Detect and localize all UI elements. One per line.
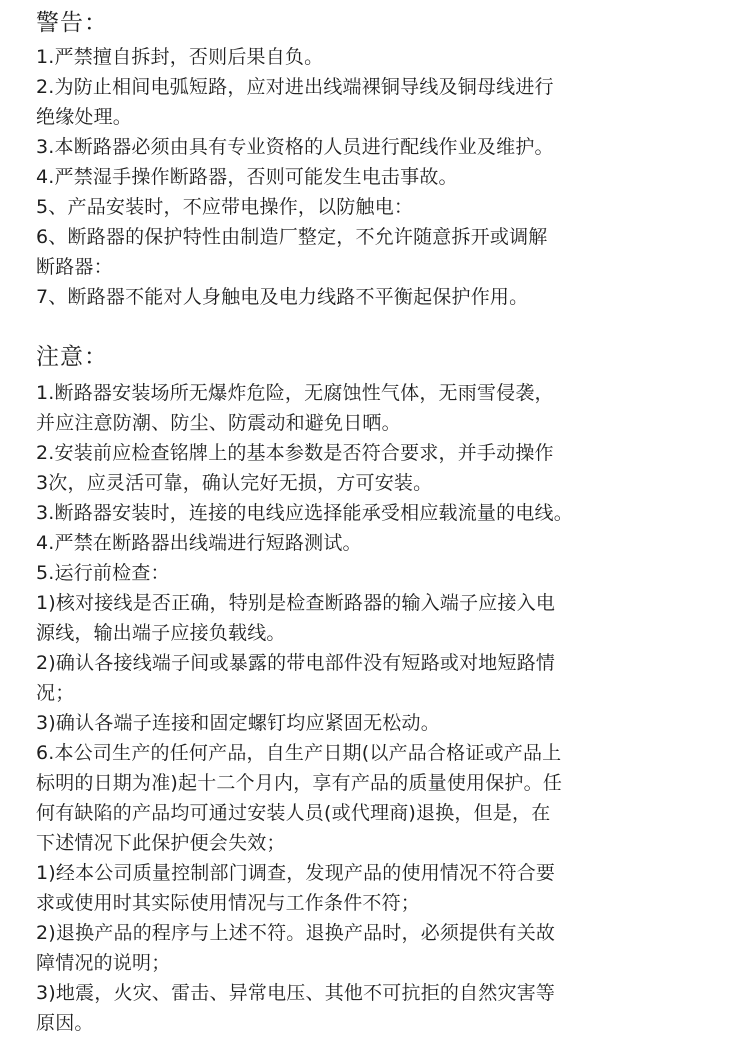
notice-line: 5.运行前检查： (36, 562, 170, 584)
notice-line: 1.断路器安装场所无爆炸危险，无腐蚀性气体，无雨雪侵袭， (36, 382, 554, 404)
warning-line: 4.严禁湿手操作断路器，否则可能发生电击事故。 (36, 166, 458, 188)
notice-line: 标明的日期为准)起十二个月内，享有产品的质量使用保护。任 (36, 772, 563, 794)
warning-line: 2.为防止相间电弧短路，应对进出线端裸铜导线及铜母线进行 (36, 76, 554, 98)
notice-line: 1)核对接线是否正确，特别是检查断路器的输入端子应接入电 (36, 592, 556, 614)
notice-line: 3)地震，火灾、雷击、异常电压、其他不可抗拒的自然灾害等 (36, 982, 556, 1004)
notice-line: 下述情况下此保护便会失效； (36, 832, 286, 854)
notice-section (36, 342, 730, 1038)
notice-line: 求或使用时其实际使用情况与工作条件不符； (36, 892, 421, 914)
warning-line: 7、断路器不能对人身触电及电力线路不平衡起保护作用。 (36, 286, 529, 308)
notice-line: 2)退换产品的程序与上述不符。退换产品时，必须提供有关故 (36, 922, 556, 944)
notice-line: 6.本公司生产的任何产品，自生产日期(以产品合格证或产品上 (36, 742, 562, 764)
notice-line: 源线，输出端子应接负载线。 (36, 622, 286, 644)
notice-line: 2.安装前应检查铭牌上的基本参数是否符合要求，并手动操作 (36, 442, 554, 464)
warning-lines (36, 42, 730, 312)
notice-line: 障情况的说明； (36, 952, 171, 974)
warning-line: 5、产品安装时，不应带电操作，以防触电： (36, 196, 414, 218)
notice-line: 况； (36, 682, 75, 704)
notice-line: 4.严禁在断路器出线端进行短路测试。 (36, 532, 362, 554)
warning-line: 断路器： (36, 256, 113, 278)
notice-title: 注意： (36, 344, 108, 370)
warning-line: 6、断路器的保护特性由制造厂整定，不允许随意拆开或调解 (36, 226, 548, 248)
notice-line: 并应注意防潮、防尘、防震动和避免日晒。 (36, 412, 401, 434)
notice-line: 3.断路器安装时，连接的电线应选择能承受相应载流量的电线。 (36, 502, 573, 524)
notice-line: 3)确认各端子连接和固定螺钉均应紧固无松动。 (36, 712, 440, 734)
notice-line: 3次，应灵活可靠，确认完好无损，方可安装。 (36, 472, 433, 494)
warning-title: 警告： (36, 10, 108, 36)
notice-line: 原因。 (36, 1012, 94, 1034)
warning-line: 绝缘处理。 (36, 106, 133, 128)
warning-section (36, 0, 730, 312)
notice-lines (36, 378, 730, 1038)
warning-line: 1.严禁擅自拆封，否则后果自负。 (36, 46, 324, 68)
notice-line: 2)确认各接线端子间或暴露的带电部件没有短路或对地短路情 (36, 652, 556, 674)
notice-line: 何有缺陷的产品均可通过安装人员(或代理商)退换，但是，在 (36, 802, 551, 824)
warning-line: 3.本断路器必须由具有专业资格的人员进行配线作业及维护。 (36, 136, 554, 158)
notice-line: 1)经本公司质量控制部门调查，发现产品的使用情况不符合要 (36, 862, 556, 884)
